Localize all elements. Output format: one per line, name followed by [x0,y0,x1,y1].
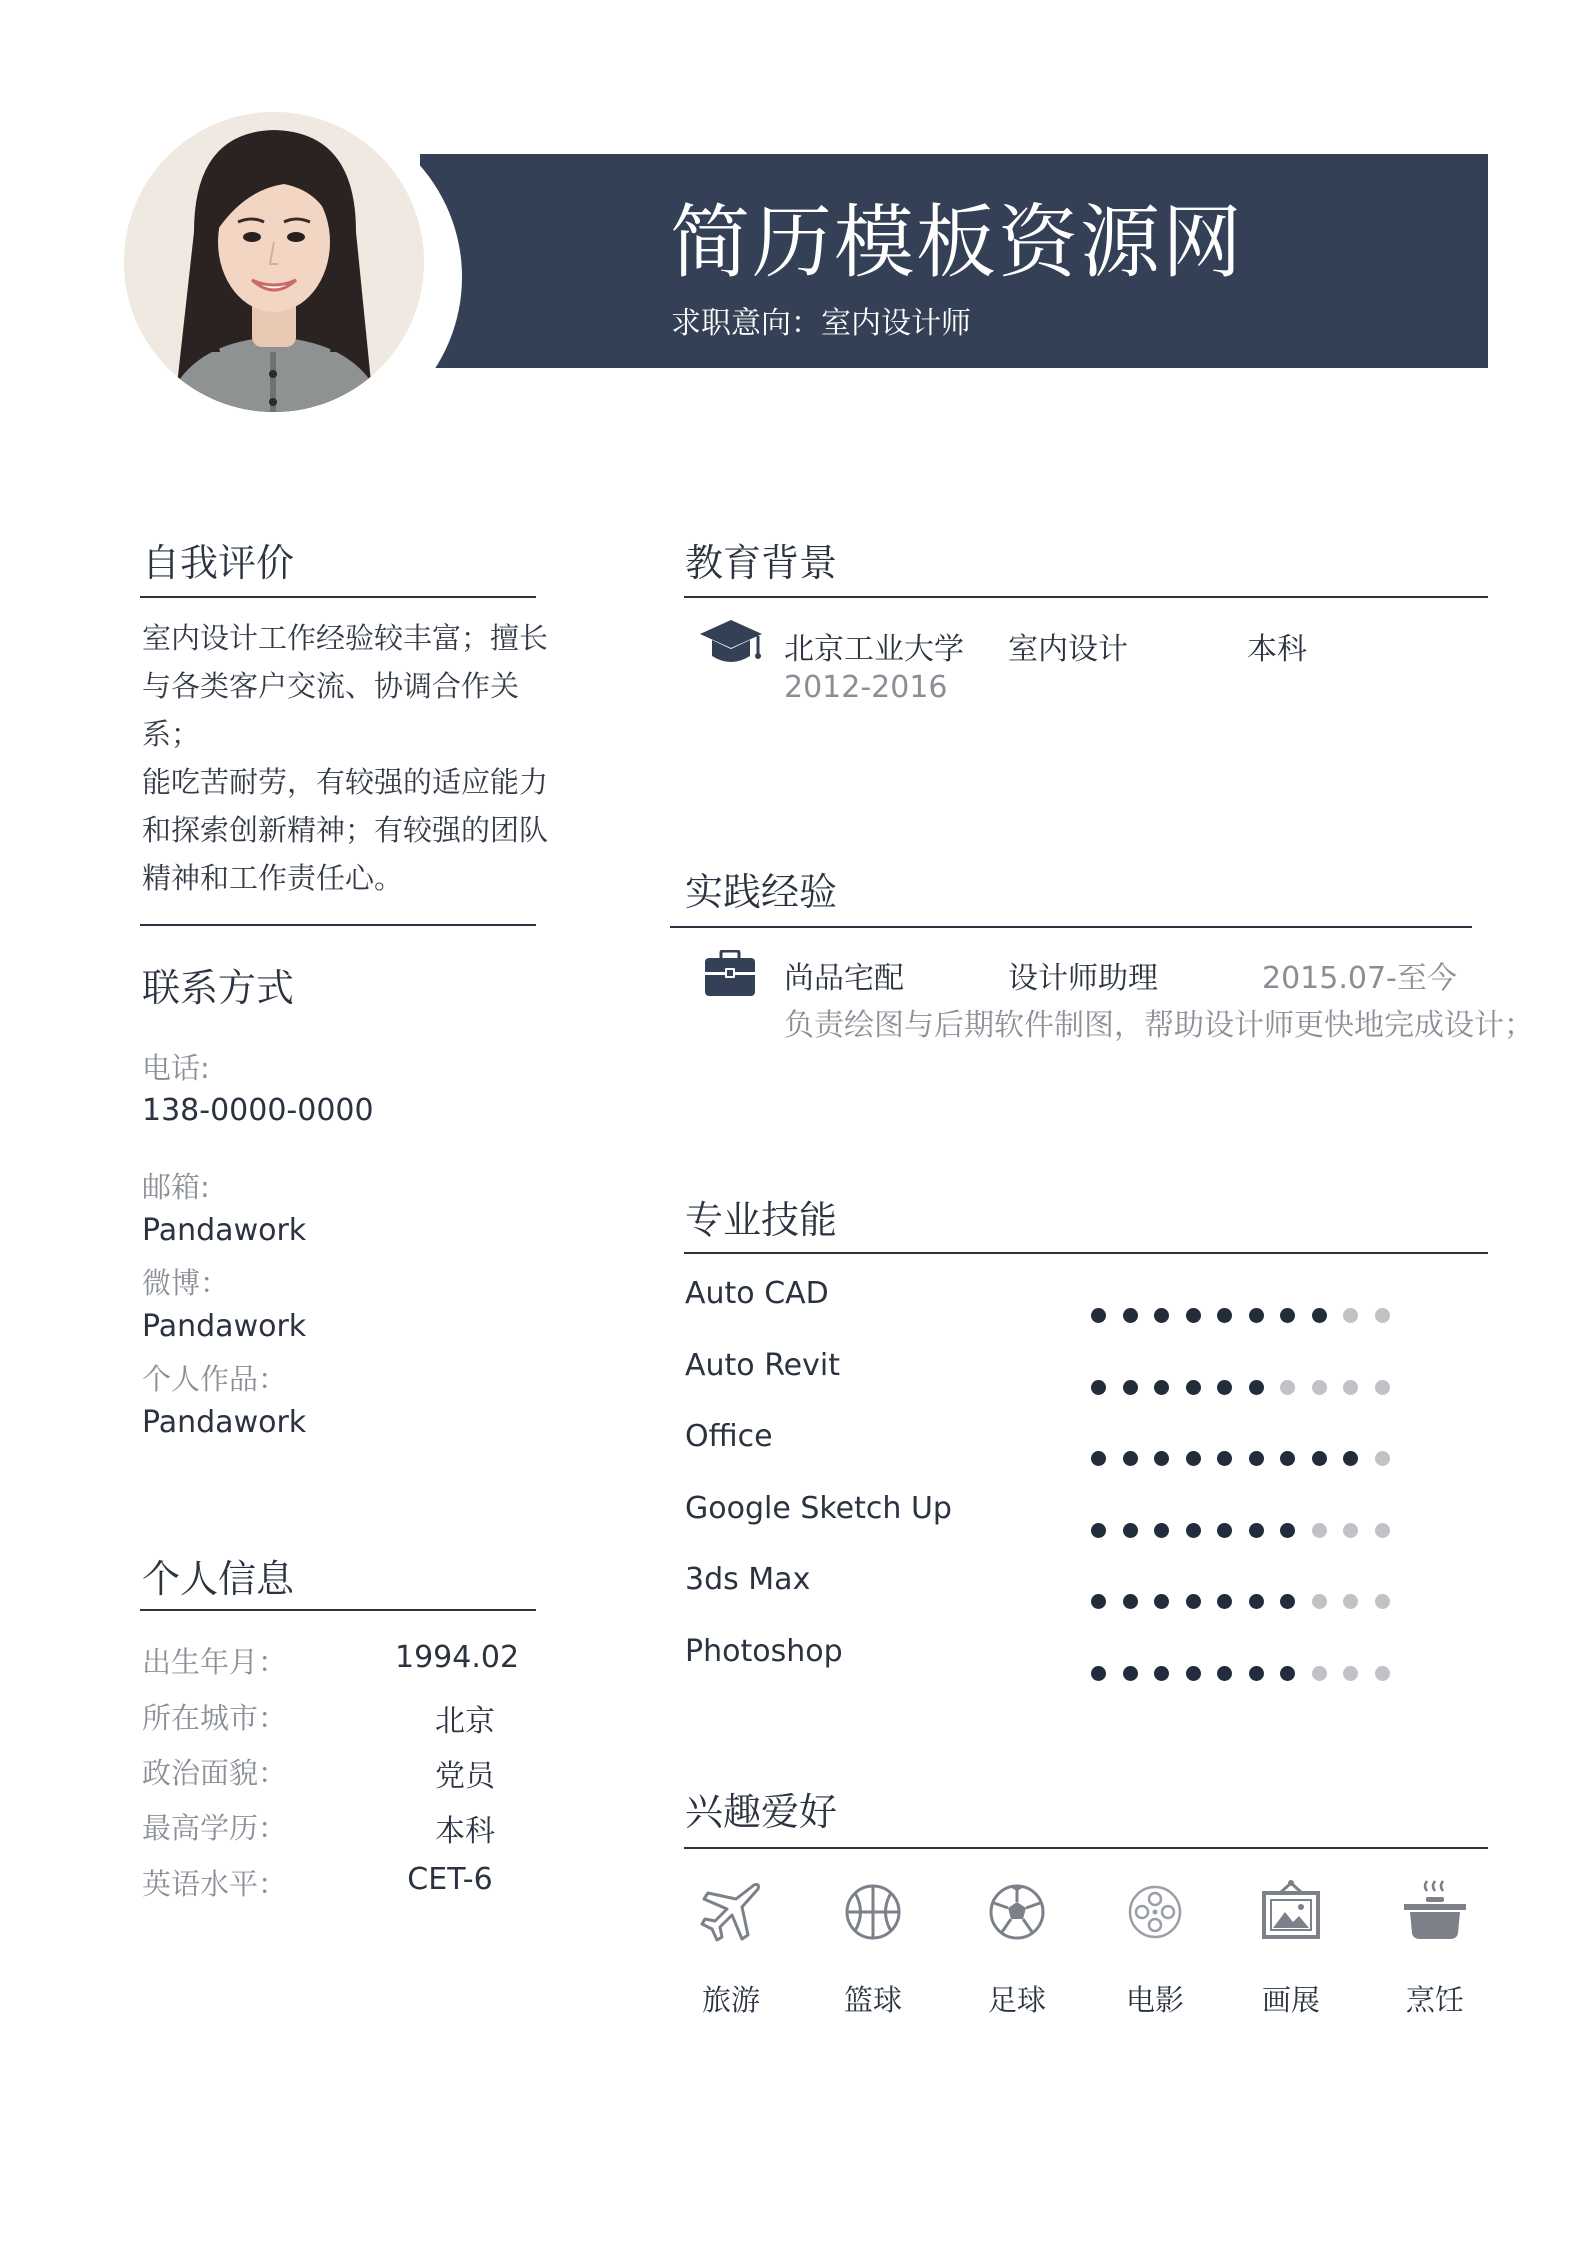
experience-period: 2015.07-至今 [1262,961,1457,996]
skill-dot-empty [1343,1666,1358,1681]
skill-dot-filled [1123,1666,1138,1681]
skill-dot-filled [1123,1594,1138,1609]
skill-dot-empty [1312,1380,1327,1395]
skill-dot-filled [1186,1666,1201,1681]
basketball-icon [838,1877,908,1947]
politics-value: 党员 [435,1759,495,1794]
self-eval-line: 与各类客户交流、协调合作关系； [142,669,520,751]
skill-dot-empty [1343,1523,1358,1538]
skill-dot-filled [1217,1380,1232,1395]
section-title-skills: 专业技能 [685,1198,838,1242]
section-title-personal: 个人信息 [142,1557,295,1601]
profile-photo [124,112,424,412]
skill-dot-filled [1186,1594,1201,1609]
skill-dot-empty [1375,1594,1390,1609]
skill-name: Office [685,1419,773,1454]
skill-dot-filled [1154,1380,1169,1395]
airplane-icon [696,1877,766,1947]
section-title-education: 教育背景 [685,541,838,585]
section-divider [140,924,536,926]
email-value: Pandawork [142,1213,307,1248]
graduation-cap-icon [698,618,764,670]
education-level-value: 本科 [435,1814,495,1849]
skill-dot-filled [1091,1380,1106,1395]
email-label: 邮箱: [142,1170,210,1204]
education-level-label: 最高学历： [142,1811,288,1845]
skill-dot-filled [1249,1594,1264,1609]
skill-name: Auto CAD [685,1276,829,1311]
skill-dot-filled [1123,1451,1138,1466]
skill-dot-empty [1312,1523,1327,1538]
section-divider [140,1609,536,1611]
section-title-contact: 联系方式 [142,966,295,1010]
self-eval-line: 能吃苦耐劳，有较强的适应能力 [142,765,549,799]
english-label: 英语水平： [142,1867,288,1901]
degree: 本科 [1247,632,1307,667]
skill-dot-empty [1343,1380,1358,1395]
weibo-value: Pandawork [142,1309,307,1344]
skill-level-dots [1091,1594,1390,1609]
major: 室内设计 [1008,632,1128,667]
city-value: 北京 [435,1704,495,1739]
skill-dot-filled [1249,1451,1264,1466]
section-divider [684,1252,1488,1254]
skill-dot-filled [1154,1594,1169,1609]
self-eval-text [142,614,552,902]
cooking-pot-icon [1400,1877,1470,1947]
skill-name: Photoshop [685,1633,843,1669]
skill-dot-empty [1375,1451,1390,1466]
education-period: 2012-2016 [784,670,948,705]
section-title-experience: 实践经验 [685,870,838,914]
skill-dot-empty [1343,1308,1358,1323]
skill-name: Auto Revit [685,1347,840,1383]
skill-dot-filled [1186,1451,1201,1466]
skill-dot-empty [1375,1666,1390,1681]
skill-dot-filled [1123,1308,1138,1323]
skill-dot-filled [1091,1451,1106,1466]
skill-dot-filled [1091,1666,1106,1681]
skill-dot-filled [1249,1666,1264,1681]
skill-dot-empty [1375,1523,1390,1538]
skill-dot-filled [1343,1451,1358,1466]
portfolio-value: Pandawork [142,1405,307,1440]
birth-label: 出生年月： [142,1645,288,1679]
english-value: CET-6 [407,1862,493,1897]
skill-level-dots [1091,1523,1390,1538]
phone-label: 电话: [142,1051,210,1085]
skill-dot-filled [1186,1380,1201,1395]
job-intent: 求职意向：室内设计师 [671,306,971,341]
soccer-ball-icon [982,1877,1052,1947]
hobby-label-travel: 旅游 [701,1983,760,2017]
skill-dot-filled [1280,1308,1295,1323]
hobby-label-movie: 电影 [1125,1983,1184,2017]
skill-name: Google Sketch Up [685,1490,952,1526]
section-title-hobbies: 兴趣爱好 [685,1790,838,1834]
skill-dot-filled [1217,1451,1232,1466]
skill-dot-filled [1123,1380,1138,1395]
skill-dot-filled [1091,1523,1106,1538]
hobby-label-cooking: 烹饪 [1405,1983,1464,2017]
skill-dot-empty [1375,1380,1390,1395]
skill-dot-filled [1280,1451,1295,1466]
company-name: 尚品宅配 [784,961,904,996]
skill-dot-filled [1280,1523,1295,1538]
skill-dot-empty [1280,1380,1295,1395]
section-divider [140,596,536,598]
skill-dot-filled [1280,1594,1295,1609]
hobby-label-basketball: 篮球 [843,1983,902,2017]
skill-dot-filled [1091,1594,1106,1609]
skill-dot-filled [1154,1451,1169,1466]
skill-dot-filled [1217,1666,1232,1681]
skill-dot-filled [1154,1308,1169,1323]
self-eval-line: 和探索创新精神；有较强的团队 [142,813,549,847]
skill-dot-filled [1186,1523,1201,1538]
skill-dot-filled [1123,1523,1138,1538]
phone-value: 138-0000-0000 [142,1093,374,1128]
self-eval-line: 室内设计工作经验较丰富；擅长 [142,621,549,655]
film-reel-icon [1120,1877,1190,1947]
skill-dot-filled [1186,1308,1201,1323]
skill-level-dots [1091,1308,1390,1323]
avatar-portrait-icon [124,112,424,412]
skill-dot-filled [1249,1308,1264,1323]
section-title-self-eval: 自我评价 [142,541,295,585]
skill-dot-filled [1312,1451,1327,1466]
skill-dot-filled [1091,1308,1106,1323]
skill-name: 3ds Max [685,1562,811,1597]
birth-value: 1994.02 [395,1640,520,1675]
school-name: 北京工业大学 [784,632,964,667]
skill-dot-filled [1217,1523,1232,1538]
skill-dot-filled [1312,1308,1327,1323]
briefcase-icon [704,950,756,998]
hobby-label-exhibition: 画展 [1261,1983,1320,2017]
skill-dot-filled [1217,1594,1232,1609]
skill-dot-filled [1154,1523,1169,1538]
skill-dot-filled [1280,1666,1295,1681]
portfolio-label: 个人作品： [142,1362,288,1396]
picture-frame-icon [1256,1877,1326,1947]
section-divider [670,926,1472,928]
section-divider [684,596,1488,598]
candidate-name: 简历模板资源网 [670,196,1244,289]
skill-dot-empty [1375,1308,1390,1323]
experience-description: 负责绘图与后期软件制图，帮助设计师更快地完成设计； [784,1008,1534,1043]
weibo-label: 微博： [142,1266,230,1300]
city-label: 所在城市： [142,1701,288,1735]
skill-dot-filled [1217,1308,1232,1323]
self-eval-line: 精神和工作责任心。 [142,861,404,895]
skill-dot-empty [1312,1666,1327,1681]
skill-dot-filled [1249,1523,1264,1538]
skill-level-dots [1091,1451,1390,1466]
skill-level-dots [1091,1666,1390,1681]
politics-label: 政治面貌： [142,1756,288,1790]
hobby-label-soccer: 足球 [987,1983,1046,2017]
skill-dot-filled [1154,1666,1169,1681]
skill-level-dots [1091,1380,1390,1395]
skill-dot-filled [1249,1380,1264,1395]
position-title: 设计师助理 [1008,961,1158,996]
skill-dot-empty [1312,1594,1327,1609]
skill-dot-empty [1343,1594,1358,1609]
section-divider [684,1847,1488,1849]
